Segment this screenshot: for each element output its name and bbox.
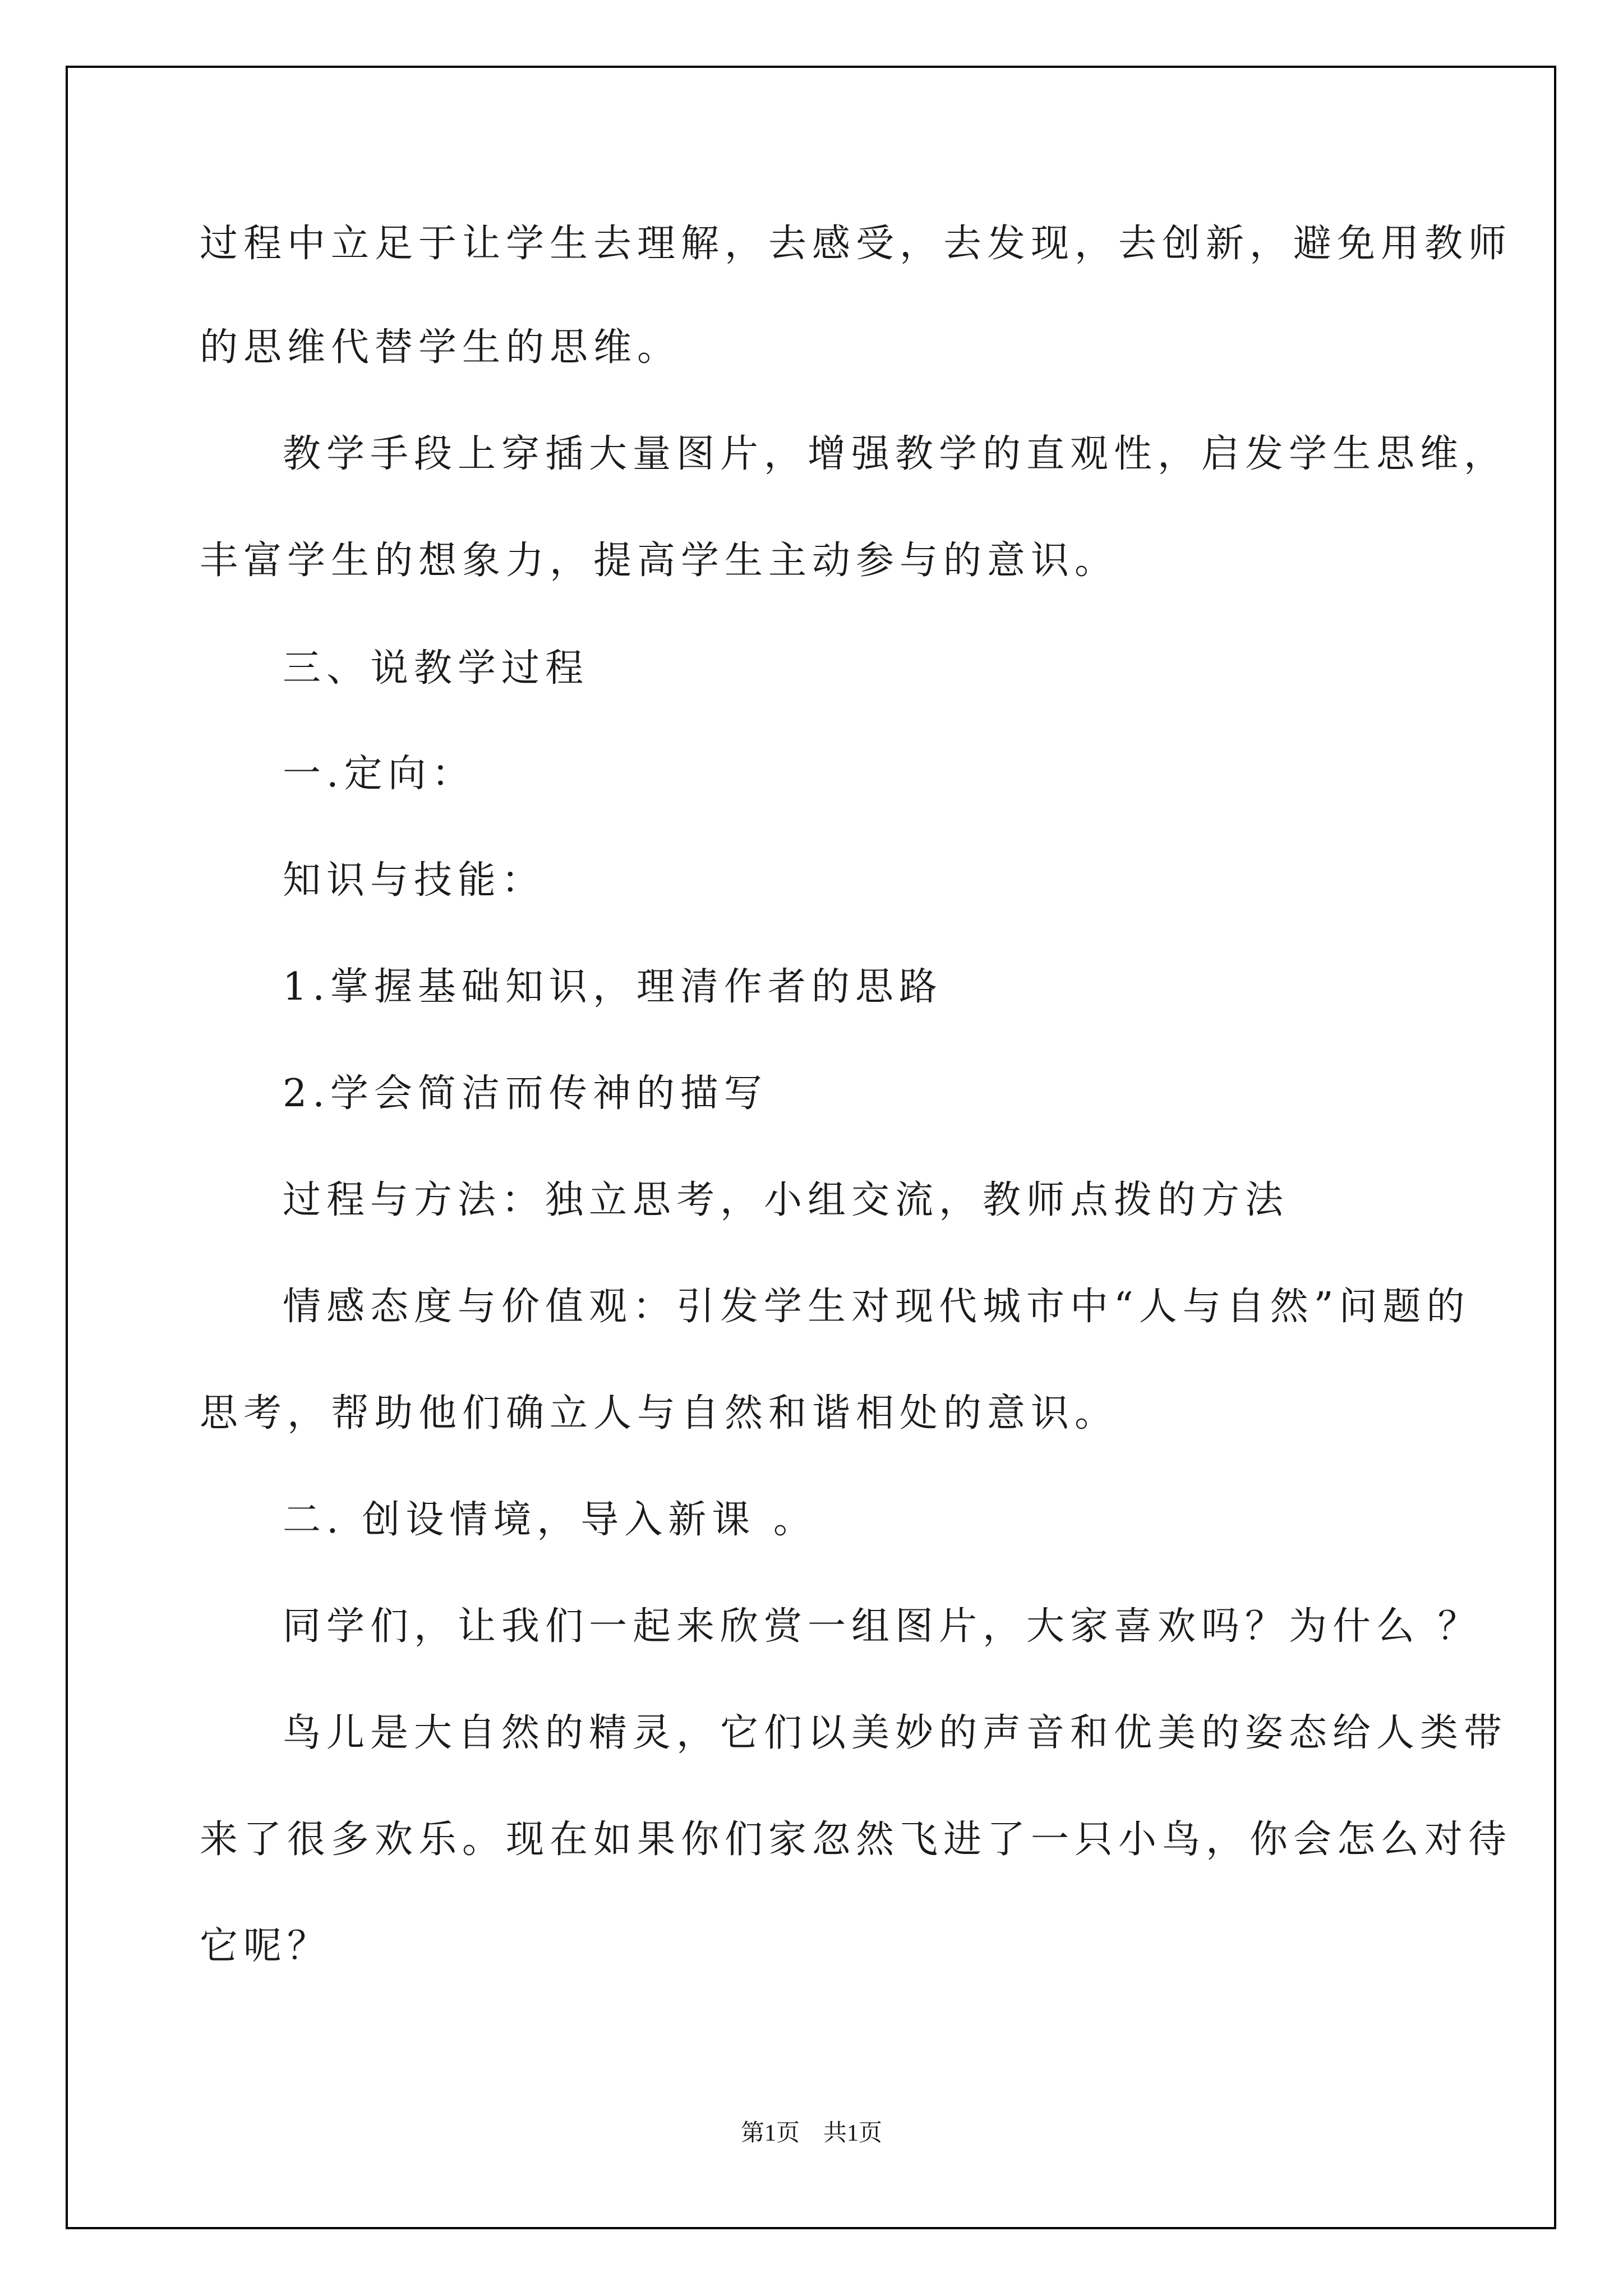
list-item: 1.掌握基础知识，理清作者的思路	[283, 965, 943, 1009]
text-line: 来了很多欢乐。现在如果你们家忽然飞进了一只小鸟，你会怎么对待	[200, 1818, 1513, 1862]
text-line: 思考，帮助他们确立人与自然和谐相处的意识。	[200, 1391, 1119, 1435]
subsection-heading: 二. 创设情境，导入新课 。	[283, 1498, 817, 1542]
text-line: 教学手段上穿插大量图片，增强教学的直观性，启发学生思维，	[283, 432, 1508, 476]
section-heading: 三、说教学过程	[283, 646, 589, 691]
text-line: 知识与技能：	[283, 858, 546, 903]
list-item: 2.学会简洁而传神的描写	[283, 1071, 768, 1116]
subsection-heading: 一.定向：	[283, 752, 476, 796]
text-line: 丰富学生的想象力，提高学生主动参与的意识。	[200, 539, 1119, 583]
text-line: 它呢？	[200, 1924, 331, 1968]
text-line: 的思维代替学生的思维。	[200, 325, 681, 370]
page-border	[66, 66, 1556, 2229]
text-line: 同学们，让我们一起来欣赏一组图片，大家喜欢吗？为什么 ？	[283, 1604, 1482, 1649]
text-line: 情感态度与价值观：引发学生对现代城市中“人与自然”问题的	[283, 1285, 1470, 1329]
text-line: 过程中立足于让学生去理解，去感受，去发现，去创新，避免用教师	[200, 222, 1513, 266]
page-footer: 第1页 共1页	[740, 2120, 882, 2146]
text-line: 过程与方法：独立思考，小组交流，教师点拨的方法	[283, 1178, 1289, 1222]
text-line: 鸟儿是大自然的精灵，它们以美妙的声音和优美的姿态给人类带	[283, 1711, 1508, 1755]
